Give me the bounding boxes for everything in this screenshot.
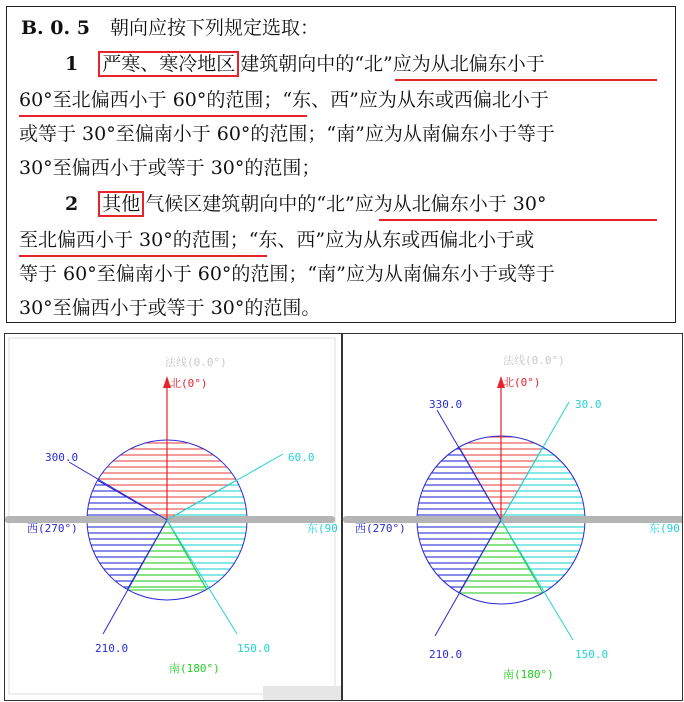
item1-line1 — [65, 51, 545, 77]
orientation-diagram-cold-region — [4, 333, 342, 701]
south-label: 南(180°) — [503, 668, 554, 681]
angle-label-150: 150.0 — [575, 648, 609, 661]
item1-number: 1 — [65, 53, 79, 75]
north-label: 北(0°) — [503, 376, 541, 389]
item1-line3: 或等于 30°至偏南小于 60°的范围；“南”应为从南偏东小于等于 — [19, 123, 555, 145]
item2-number: 2 — [65, 193, 79, 215]
item2-region-highlight: 其他 — [98, 191, 144, 217]
angle-label-330: 330.0 — [429, 398, 463, 411]
item2-line2 — [19, 227, 534, 253]
item1-l1-tail: “北”应为从北偏东小于 — [354, 53, 545, 75]
item2-l1-tail: “北”应为从北偏东小于 30° — [316, 193, 547, 215]
item2-l2-tail: “东、西”应为从东或西偏北小于或 — [248, 229, 535, 251]
item1-l2-tail: “东、西”应为从东或西偏北小于 — [282, 89, 549, 111]
clause-title: 朝向应按下列规定选取： — [110, 17, 320, 39]
orientation-diagram-other-region — [342, 333, 683, 701]
orientation-diagram-left-svg — [5, 334, 342, 701]
normal-label: 法线(0.0°) — [165, 356, 227, 369]
angle-label-60: 60.0 — [288, 451, 315, 464]
item1-underline-a — [395, 79, 657, 81]
item2-l2-head: 至北偏西小于 30°的范围； — [19, 229, 249, 251]
orientation-diagram-right-svg — [343, 334, 683, 701]
east-label: 东(90 — [307, 522, 338, 535]
clause-number: B. 0. 5 — [21, 17, 90, 39]
angle-label-30: 30.0 — [575, 398, 602, 411]
item1-l1-mid: 建筑朝向中的 — [240, 53, 355, 75]
item1-region-highlight: 严寒、寒冷地区 — [98, 51, 239, 77]
clause-b05-box — [6, 6, 676, 323]
item2-line4: 30°至偏西小于或等于 30°的范围。 — [19, 297, 321, 319]
angle-label-300: 300.0 — [45, 451, 79, 464]
angle-label-210: 210.0 — [429, 648, 463, 661]
south-label: 南(180°) — [169, 662, 220, 675]
item2-line1 — [65, 191, 546, 217]
west-label: 西(270°) — [355, 522, 406, 535]
item2-l1-mid: 气候区建筑朝向中的 — [145, 193, 317, 215]
item2-line3: 等于 60°至偏南小于 60°的范围；“南”应为从南偏东小于或等于 — [19, 263, 555, 285]
angle-label-210: 210.0 — [95, 642, 129, 655]
angle-label-150: 150.0 — [237, 642, 271, 655]
item1-l2-head: 60°至北偏西小于 60°的范围； — [19, 89, 283, 111]
clause-heading — [21, 15, 319, 41]
item2-underline-b — [19, 255, 267, 257]
item1-underline-b — [19, 115, 307, 117]
item1-line2 — [19, 87, 549, 113]
north-label: 北(0°) — [170, 377, 208, 390]
normal-label: 法线(0.0°) — [503, 354, 565, 367]
item2-underline-a — [379, 219, 657, 221]
west-label: 西(270°) — [27, 522, 78, 535]
status-strip — [263, 686, 341, 701]
item1-line4: 30°至偏西小于或等于 30°的范围； — [19, 157, 321, 179]
east-label: 东(90 — [649, 522, 680, 535]
